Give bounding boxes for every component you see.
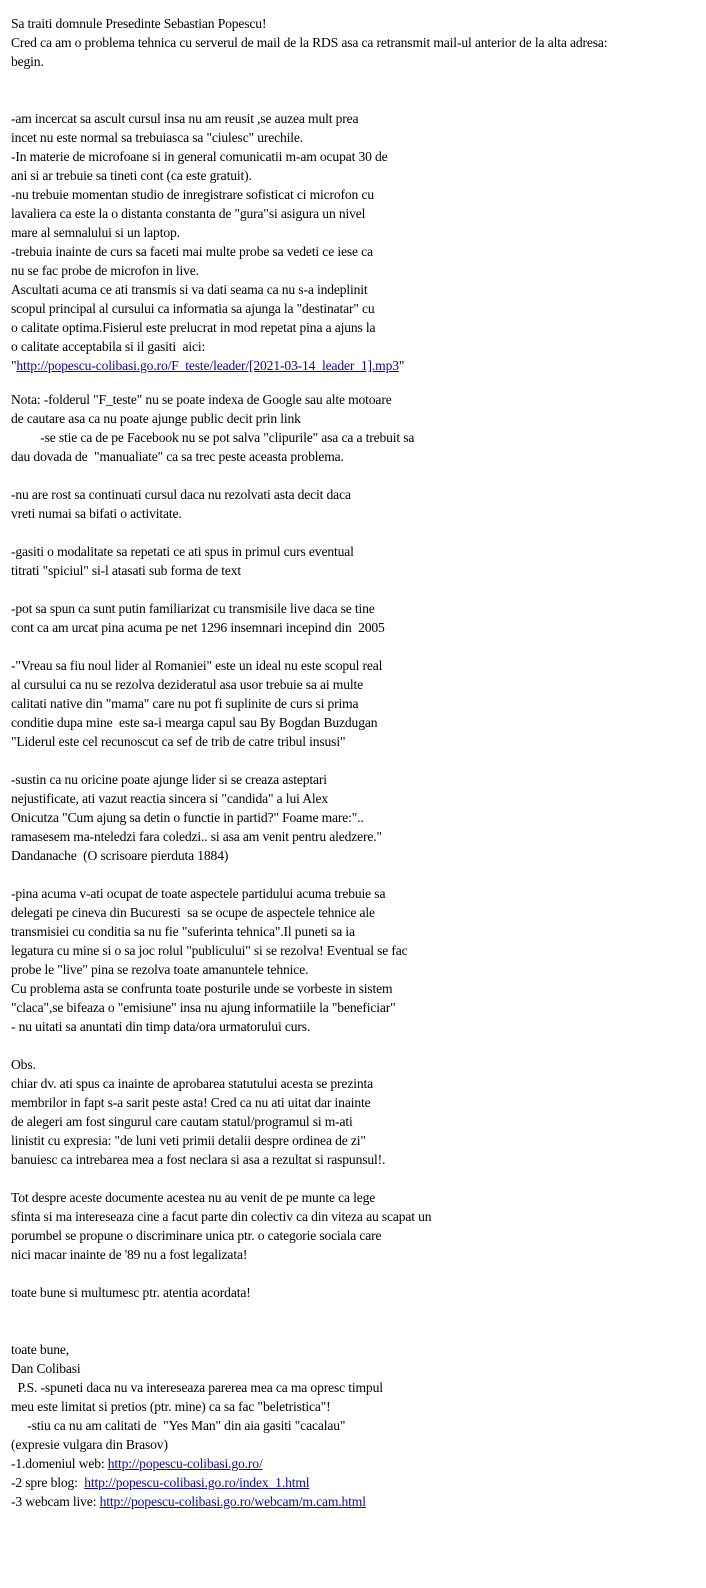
line-text: conditie dupa mine este sa-i mearga capul sau By Bogdan Buzdugan	[11, 715, 378, 730]
text-line	[11, 599, 375, 618]
line-text: -gasiti o modalitate sa repetati ce ati spus in primul curs eventual	[11, 544, 354, 559]
text-line	[11, 1245, 247, 1264]
text-line	[11, 1397, 331, 1416]
text-line	[11, 1340, 69, 1359]
text-line	[11, 147, 388, 166]
line-text: -se stie ca de pe Facebook nu se pot salva "clipurile" asa ca a trebuit sa	[11, 430, 415, 445]
line-text: probe le "live" pina se rezolva toate amanuntele tehnice.	[11, 962, 309, 977]
line-text: nu se fac probe de microfon in live.	[11, 263, 199, 278]
line-text: cont ca am urcat pina acuma pe net 1296 insemnari incepind din 2005	[11, 620, 385, 635]
line-text: "	[11, 358, 17, 373]
line-text: al cursului ca nu se rezolva dezideratul asa usor trebuie sa ai multe	[11, 677, 364, 692]
text-line	[11, 1207, 431, 1226]
line-text: Nota: -folderul "F_teste" nu se poate indexa de Google sau alte motoare	[11, 392, 392, 407]
line-text: delegati pe cineva din Bucuresti sa se ocupe de aspectele tehnice ale	[11, 905, 375, 920]
line-text: o calitate acceptabila si il gasiti aici:	[11, 339, 206, 354]
line-text: -pot sa spun ca sunt putin familiarizat cu transmisile live daca se tine	[11, 601, 375, 616]
line-text: chiar dv. ati spus ca inainte de aprobarea statutului acesta se prezinta	[11, 1076, 373, 1091]
line-text: -stiu ca nu am calitati de "Yes Man" din aia gasiti "cacalau"	[11, 1418, 346, 1433]
line-text: (expresie vulgara din Brasov)	[11, 1437, 168, 1452]
line-text: -3 webcam live:	[11, 1494, 100, 1509]
line-text: Cu problema asta se confrunta toate posturile unde se vorbeste in sistem	[11, 981, 393, 996]
line-text: -1.domeniul web:	[11, 1456, 108, 1471]
line-text: toate bune,	[11, 1342, 69, 1357]
text-line	[11, 1074, 373, 1093]
line-text: -nu are rost sa continuati cursul daca nu rezolvati asta decit daca	[11, 487, 351, 502]
line-text: lavaliera ca este la o distanta constanta de "gura"si asigura un nivel	[11, 206, 366, 221]
text-line	[11, 998, 396, 1017]
text-line	[11, 846, 228, 865]
text-line	[11, 280, 368, 299]
text-line	[11, 166, 252, 185]
line-text: -2 spre blog:	[11, 1475, 85, 1490]
text-line	[11, 1378, 383, 1397]
text-line	[11, 485, 351, 504]
line-text: legatura cu mine si o sa joc rolul "publicului" si se rezolva! Eventual se fac	[11, 943, 408, 958]
line-text-after: "	[398, 358, 405, 373]
text-line	[11, 979, 392, 998]
line-text: calitati native din "mama" care nu pot fi suplinite de curs si prima	[11, 696, 359, 711]
text-line	[11, 1473, 309, 1492]
line-text: transmisiei cu conditia sa nu fie "suferinta tehnica".Il puneti sa ia	[11, 924, 355, 939]
text-line	[11, 1150, 385, 1169]
text-line	[11, 618, 385, 637]
text-line	[11, 922, 355, 941]
text-line	[11, 1017, 310, 1036]
line-text: sfinta si ma intereseaza cine a facut parte din colectiv ca din viteza au scapat un	[11, 1209, 432, 1224]
text-line	[11, 808, 364, 827]
text-line	[11, 1112, 353, 1131]
line-text: nici macar inainte de '89 nu a fost legalizata!	[11, 1247, 248, 1262]
text-line	[11, 14, 266, 33]
text-line	[11, 1283, 251, 1302]
text-line	[11, 1226, 381, 1245]
line-text: Ascultati acuma ce ati transmis si va dati seama ca nu s-a indeplinit	[11, 282, 368, 297]
text-line	[11, 52, 44, 71]
text-line	[11, 242, 373, 261]
text-line	[11, 732, 345, 751]
line-text: titrati "spiciul" si-l atasati sub forma de text	[11, 563, 242, 578]
line-text: vreti numai sa bifati o activitate.	[11, 506, 182, 521]
line-text: de cautare asa ca nu poate ajunge public decit prin link	[11, 411, 301, 426]
hyperlink[interactable]: http://popescu-colibasi.go.ro/index_1.html	[84, 1475, 310, 1490]
text-line	[11, 903, 375, 922]
text-line	[11, 694, 358, 713]
text-line	[11, 299, 375, 318]
text-line	[11, 675, 363, 694]
line-text: incet nu este normal sa trebuiasca sa "ciulesc" urechile.	[11, 130, 304, 145]
text-line	[11, 789, 328, 808]
line-text: de alegeri am fost singurul care cautam statul/programul si m-ati	[11, 1114, 353, 1129]
line-text: -nu trebuie momentan studio de inregistrare sofisticat ci microfon cu	[11, 187, 374, 202]
line-text: porumbel se propune o discriminare unica ptr. o categorie sociala care	[11, 1228, 382, 1243]
text-line	[11, 504, 182, 523]
text-line	[11, 261, 199, 280]
text-line	[11, 770, 327, 789]
line-text: - nu uitati sa anuntati din timp data/ora urmatorului curs.	[11, 1019, 311, 1034]
line-text: banuiesc ca intrebarea mea a fost neclara si asa a rezultat si raspunsul!.	[11, 1152, 386, 1167]
text-line	[11, 1454, 263, 1473]
line-text: Tot despre aceste documente acestea nu au venit de pe munte ca lege	[11, 1190, 376, 1205]
line-text: "Liderul este cel recunoscut ca sef de trib de catre tribul insusi"	[11, 734, 346, 749]
line-text: -pina acuma v-ati ocupat de toate aspectele partidului acuma trebuie sa	[11, 886, 386, 901]
line-text: P.S. -spuneti daca nu va intereseaza parerea mea ca ma opresc timpul	[11, 1380, 383, 1395]
text-line	[11, 109, 358, 128]
line-text: membrilor in fapt s-a sarit peste asta! Cred ca nu ati uitat dar inainte	[11, 1095, 371, 1110]
line-text: ramasesem ma-nteledzi fara coledzi.. si asa am venit pentru aledzere."	[11, 829, 382, 844]
line-text: Onicutza "Cum ajung sa detin o functie in partid?" Foame mare:"..	[11, 810, 364, 825]
text-line	[11, 1435, 168, 1454]
line-text: o calitate optima.Fisierul este prelucrat in mod repetat pina a ajuns la	[11, 320, 376, 335]
line-text: mare al semnalului si un laptop.	[11, 225, 180, 240]
text-line	[11, 33, 607, 52]
hyperlink[interactable]: http://popescu-colibasi.go.ro/webcam/m.cam.html	[99, 1494, 366, 1509]
text-line	[11, 409, 301, 428]
line-text: Cred ca am o problema tehnica cu serverul de mail de la RDS asa ca retransmit mail-ul anterior de la alta adresa:	[11, 35, 608, 50]
line-text: begin.	[11, 54, 44, 69]
text-line	[11, 941, 408, 960]
text-line	[11, 318, 375, 337]
text-line	[11, 960, 308, 979]
line-text: "claca",se bifeaza o "emisiune" insa nu ajung informatiile la "beneficiar"	[11, 1000, 396, 1015]
text-line	[11, 1492, 366, 1511]
text-line	[11, 1416, 345, 1435]
line-text: Obs.	[11, 1057, 36, 1072]
line-text: Dandanache (O scrisoare pierduta 1884)	[11, 848, 229, 863]
text-line	[11, 656, 382, 675]
text-line	[11, 390, 392, 409]
line-text: nejustificate, ati vazut reactia sincera si "candida" a lui Alex	[11, 791, 329, 806]
line-text: -am incercat sa ascult cursul insa nu am reusit ,se auzea mult prea	[11, 111, 359, 126]
text-line	[11, 1359, 81, 1378]
line-text: -trebuia inainte de curs sa faceti mai multe probe sa vedeti ce iese ca	[11, 244, 373, 259]
text-line	[11, 542, 354, 561]
line-text: meu este limitat si pretios (ptr. mine) ca sa fac "beletristica"!	[11, 1399, 331, 1414]
line-text: Dan Colibasi	[11, 1361, 81, 1376]
line-text: scopul principal al cursului ca informatia sa ajunga la "destinatar" cu	[11, 301, 375, 316]
text-line	[11, 428, 414, 447]
line-text: ani si ar trebuie sa tineti cont (ca este gratuit).	[11, 168, 252, 183]
text-line	[11, 356, 404, 375]
line-text: -"Vreau sa fiu noul lider al Romaniei" este un ideal nu este scopul real	[11, 658, 383, 673]
text-line	[11, 1188, 375, 1207]
text-line	[11, 1131, 366, 1150]
hyperlink[interactable]: http://popescu-colibasi.go.ro/F_teste/leader/[2021-03-14_leader_1].mp3	[16, 358, 399, 373]
text-line	[11, 1093, 371, 1112]
text-line	[11, 561, 241, 580]
text-line	[11, 1055, 36, 1074]
line-text: -In materie de microfoane si in general comunicatii m-am ocupat 30 de	[11, 149, 388, 164]
text-line	[11, 447, 344, 466]
hyperlink[interactable]: http://popescu-colibasi.go.ro/	[107, 1456, 263, 1471]
line-text: toate bune si multumesc ptr. atentia acordata!	[11, 1285, 251, 1300]
text-line	[11, 713, 377, 732]
line-text: dau dovada de "manualiate" ca sa trec peste aceasta problema.	[11, 449, 344, 464]
text-line	[11, 827, 382, 846]
text-line	[11, 185, 374, 204]
line-text: linistit cu expresia: "de luni veti primii detalii despre ordinea de zi"	[11, 1133, 366, 1148]
text-line	[11, 223, 180, 242]
line-text: -sustin ca nu oricine poate ajunge lider si se creaza asteptari	[11, 772, 327, 787]
text-line	[11, 337, 205, 356]
text-line	[11, 128, 303, 147]
line-text: Sa traiti domnule Presedinte Sebastian Popescu!	[11, 16, 267, 31]
text-line	[11, 204, 365, 223]
text-line	[11, 884, 385, 903]
